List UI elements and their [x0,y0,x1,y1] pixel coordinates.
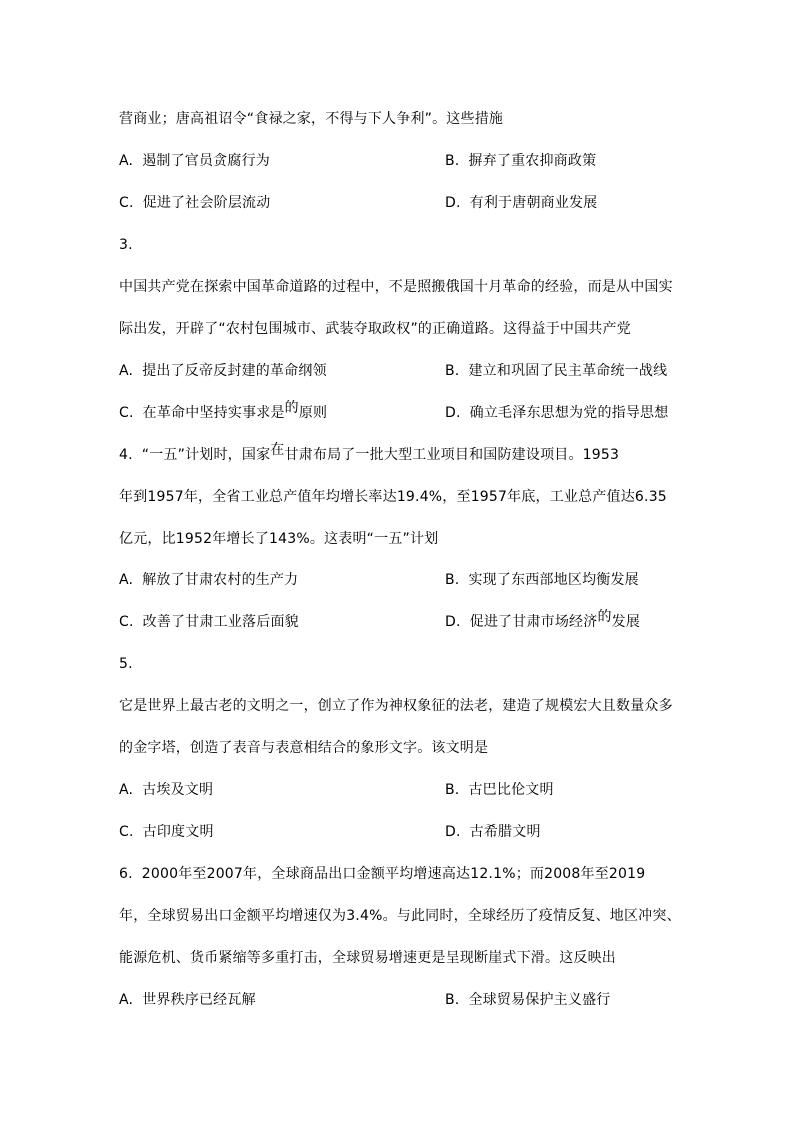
option-label: A. [119,362,134,379]
text-segment: 提出了反帝反封建的革命纲领 [142,362,327,379]
text-segment: 中国共产党在探索中国革命道路的过程中，不是照搬俄国十月革命的经验，而是从中国实 [119,278,673,295]
option-label: B. [445,991,460,1008]
text-segment: 改善了甘肃工业落后面貌 [142,614,299,631]
text-segment: 年，全球贸易出口金额平均增速仅为3.4%。与此同时，全球经历了疫情反复、地区冲突、 [119,908,681,925]
exam-text-line [119,152,675,170]
text-segment: 在革命中坚持实事求是 [142,404,285,421]
option-label: B. [445,152,460,169]
text-segment: 亿元，比1952年增长了143%。这表明“一五”计划 [119,530,439,547]
option-cell [119,399,328,421]
superscript-text-segment: 在 [270,441,285,458]
option-cell [119,782,213,798]
text-cell [119,531,438,547]
exam-text-line [119,907,681,925]
option-label: D. [445,824,461,841]
exam-text-line [119,488,675,506]
text-segment: 的金字塔，创造了表音与表意相结合的象形文字。该文明是 [119,740,489,757]
question-number: 4. [119,446,133,463]
option-cell [119,195,270,211]
exam-content [119,0,681,1123]
exam-text-line [119,194,675,212]
question-number: 6. [119,866,133,883]
option-label: C. [119,404,134,421]
exam-text-line [119,781,675,799]
text-segment: 古印度文明 [142,824,214,841]
option-cell [445,404,668,422]
text-segment: “一五”计划时，国家 [141,446,271,463]
text-cell [119,441,620,463]
exam-text-line [119,655,675,673]
exam-text-line [119,571,675,589]
text-cell [119,656,142,672]
exam-text-line [119,739,675,757]
option-label: B. [445,362,460,379]
exam-text-line [119,362,675,380]
superscript-text-segment: 的 [284,399,299,416]
text-segment: 世界秩序已经瓦解 [142,991,256,1008]
text-segment: 遏制了官员贪腐行为 [142,152,270,169]
text-segment: 全球贸易保护主义盛行 [468,991,611,1008]
option-cell [445,823,541,841]
exam-text-line [119,991,675,1009]
text-segment: 发展 [611,614,641,631]
text-cell [119,279,673,295]
text-segment: 促进了社会阶层流动 [142,194,271,211]
text-segment: 建立和巩固了民主革命统一战线 [468,362,668,379]
option-label: A. [119,991,134,1008]
question-number: 3. [119,236,133,253]
exam-text-line [119,399,675,422]
option-label: B. [445,782,460,799]
text-cell [119,321,631,337]
option-cell [445,194,597,212]
exam-text-line [119,320,675,338]
exam-text-line [119,697,675,715]
option-label: B. [445,572,460,589]
exam-text-line [119,865,675,883]
text-cell [119,489,667,505]
option-cell [445,571,639,589]
option-label: D. [445,614,461,631]
text-segment: 古巴比伦文明 [468,782,554,799]
option-cell [445,781,554,799]
exam-text-line [119,530,675,548]
text-cell [119,740,488,756]
text-cell [119,950,616,966]
option-cell [119,614,299,630]
exam-text-line [119,823,675,841]
option-cell [119,153,270,169]
option-cell [445,609,641,631]
option-cell [445,362,667,380]
text-segment: 它是世界上最古老的文明之一，创立了作为神权象征的法老，建造了规模宏大且数量众多 [119,698,673,715]
text-segment: 际出发，开辟了“农村包围城市、武装夺取政权”的正确道路。这得益于中国共产党 [119,320,631,337]
exam-text-line [119,278,675,296]
text-segment: 2000年至2007年，全球商品出口金额平均增速高达12.1%；而2008年至2019 [141,866,646,883]
option-label: C. [119,194,134,211]
text-segment: 实现了东西部地区均衡发展 [468,572,639,589]
option-label: C. [119,614,134,631]
option-label: D. [445,194,461,211]
exam-text-line [119,609,675,631]
text-cell [119,866,645,882]
text-cell [119,237,142,253]
text-segment: 古埃及文明 [142,782,214,799]
text-segment: 能源危机、货币紧缩等多重打击，全球贸易增速更是呈现断崖式下滑。这反映出 [119,950,616,966]
question-number: 5. [119,656,133,673]
text-segment: 古希腊文明 [469,824,541,841]
option-cell [119,992,256,1008]
exam-text-line [119,236,675,254]
option-cell [119,824,214,840]
option-cell [445,152,596,170]
text-cell [119,111,503,127]
option-label: C. [119,824,134,841]
text-segment: 有利于唐朝商业发展 [469,194,598,211]
text-segment: 解放了甘肃农村的生产力 [142,572,299,589]
option-cell [119,572,298,588]
text-cell [119,908,681,924]
text-segment: 确立毛泽东思想为党的指导思想 [469,404,669,421]
option-label: A. [119,152,134,169]
text-cell [119,698,673,714]
exam-text-line [119,441,675,464]
option-cell [445,991,610,1009]
option-label: A. [119,782,134,799]
text-segment: 营商业；唐高祖诏令“食禄之家，不得与下人争利”。这些措施 [119,111,504,127]
text-segment: 甘肃布局了一批大型工业项目和国防建设项目。1953 [284,446,620,463]
exam-text-line [119,949,675,967]
text-segment: 原则 [298,404,328,421]
option-label: A. [119,572,134,589]
exam-text-line [119,110,675,128]
superscript-text-segment: 的 [597,609,612,626]
text-segment: 摒弃了重农抑商政策 [468,152,597,169]
text-segment: 促进了甘肃市场经济 [469,614,598,631]
option-label: D. [445,404,461,421]
text-segment: 年到1957年，全省工业总产值年均增长率达19.4%，至1957年底，工业总产值达6.35 [119,488,667,505]
option-cell [119,363,327,379]
